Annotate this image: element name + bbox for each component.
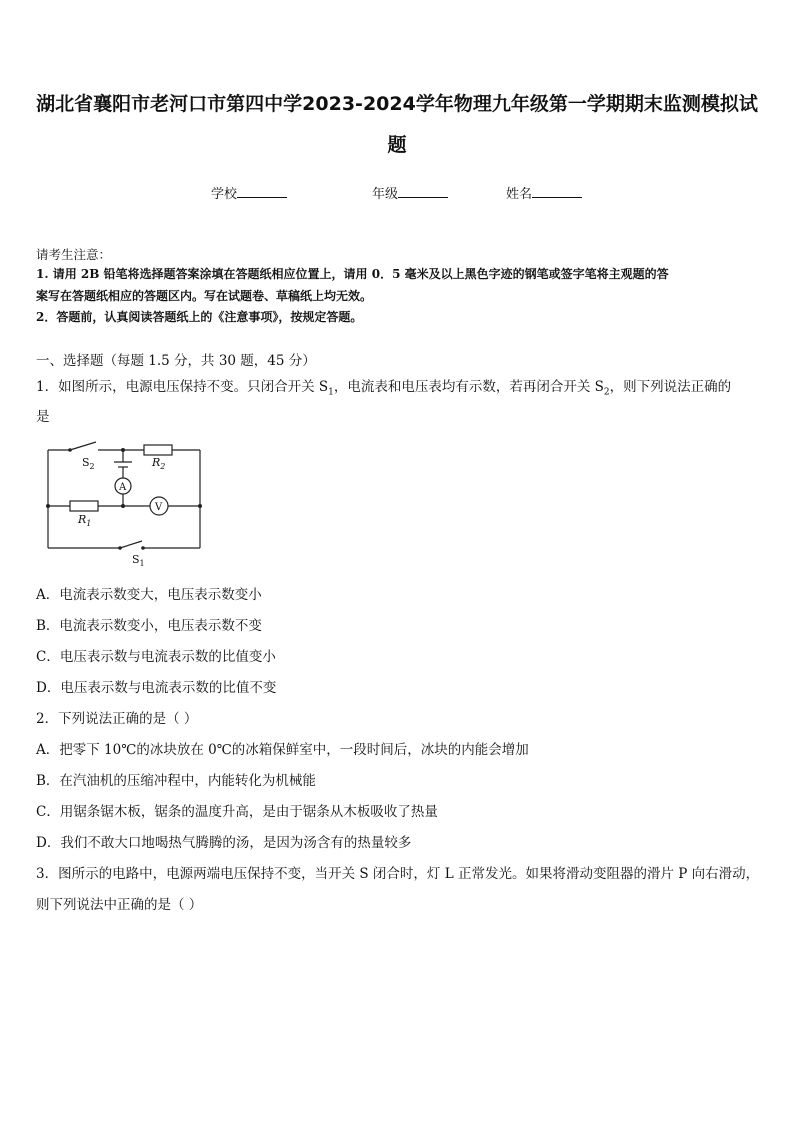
question-2-stem: 2．下列说法正确的是（ ） <box>36 711 198 727</box>
q1-option-d: D．电压表示数与电流表示数的比值不变 <box>36 680 277 696</box>
school-field <box>211 183 287 202</box>
q1-stem-part3: ，则下列说法正确的 <box>609 379 732 395</box>
junction-dot <box>198 504 202 508</box>
r1-label: $R_1$ <box>78 513 92 528</box>
question-1-stem-cont: 是 <box>36 409 50 425</box>
section-heading: 一、选择题（每题 1.5 分，共 30 题，45 分） <box>36 353 316 369</box>
q2-option-c: C．用锯条锯木板，锯条的温度升高，是由于锯条从木板吸收了热量 <box>36 804 438 820</box>
grade-blank <box>398 185 448 198</box>
q2-option-b: B．在汽油机的压缩冲程中，内能转化为机械能 <box>36 773 316 789</box>
r2-label: $R_2$ <box>152 456 166 471</box>
circuit-diagram <box>40 438 210 568</box>
q1-s1-subscript: 1 <box>328 387 334 398</box>
voltmeter-label: V <box>155 502 163 513</box>
junction-dot <box>121 504 125 508</box>
switch-contact <box>141 546 145 550</box>
s1-label: $S_1$ <box>132 553 145 568</box>
question-3-stem-line1: 3．图所示的电路中，电源两端电压保持不变，当开关 S 闭合时，灯 L 正常发光。如果将滑动变阻器的滑片 P 向右滑动， <box>36 866 760 882</box>
document-title-line1: 湖北省襄阳市老河口市第四中学2023-2024学年物理九年级第一学期期末监测模拟试 <box>36 93 758 115</box>
notice-item1-line2: 案写在答题纸相应的答题区内。写在试题卷、草稿纸上均无效。 <box>36 289 373 303</box>
name-blank <box>532 185 582 198</box>
q1-option-b: B．电流表示数变小，电压表示数不变 <box>36 618 262 634</box>
resistor-r2 <box>144 445 172 455</box>
switch-pivot <box>68 448 72 452</box>
grade-label: 年级 <box>372 187 399 202</box>
ammeter-label: A <box>119 482 127 493</box>
grade-field <box>372 183 448 202</box>
q2-option-a: A．把零下 10℃的冰块放在 0℃的冰箱保鲜室中，一段时间后，冰块的内能会增加 <box>36 742 529 758</box>
switch-s1-blade <box>120 541 142 548</box>
notice-item1-line1: 1. 请用 2B 铅笔将选择题答案涂填在答题纸相应位置上，请用 0．5 毫米及以上黑色字迹的钢笔或签字笔将主观题的答 <box>36 267 669 281</box>
q1-stem-part2: ，电流表和电压表均有示数，若再闭合开关 S <box>333 379 604 395</box>
school-blank <box>237 185 287 198</box>
document-title-line2: 题 <box>387 134 407 156</box>
question-3-stem-line2: 则下列说法中正确的是（ ） <box>36 897 203 913</box>
q1-s2-subscript: 2 <box>603 387 610 398</box>
resistor-r1 <box>70 501 98 511</box>
school-label: 学校 <box>211 187 238 202</box>
notice-heading: 请考生注意： <box>36 247 112 262</box>
switch-pivot <box>118 546 122 550</box>
s2-label: $S_2$ <box>82 456 95 471</box>
notice-item2: 2．答题前，认真阅读答题纸上的《注意事项》，按规定答题。 <box>36 310 363 324</box>
question-1-stem <box>36 375 731 398</box>
q1-option-a: A．电流表示数变大，电压表示数变小 <box>36 587 262 603</box>
name-field <box>506 183 582 202</box>
junction-dot <box>46 504 50 508</box>
q2-option-d: D．我们不敢大口地喝热气腾腾的汤，是因为汤含有的热量较多 <box>36 835 412 851</box>
junction-dot <box>121 448 125 452</box>
q1-stem-part1: 1．如图所示，电源电压保持不变。只闭合开关 S <box>36 379 329 395</box>
q1-option-c: C．电压表示数与电流表示数的比值变小 <box>36 649 276 665</box>
switch-s2-blade <box>70 442 96 450</box>
name-label: 姓名 <box>506 187 533 202</box>
